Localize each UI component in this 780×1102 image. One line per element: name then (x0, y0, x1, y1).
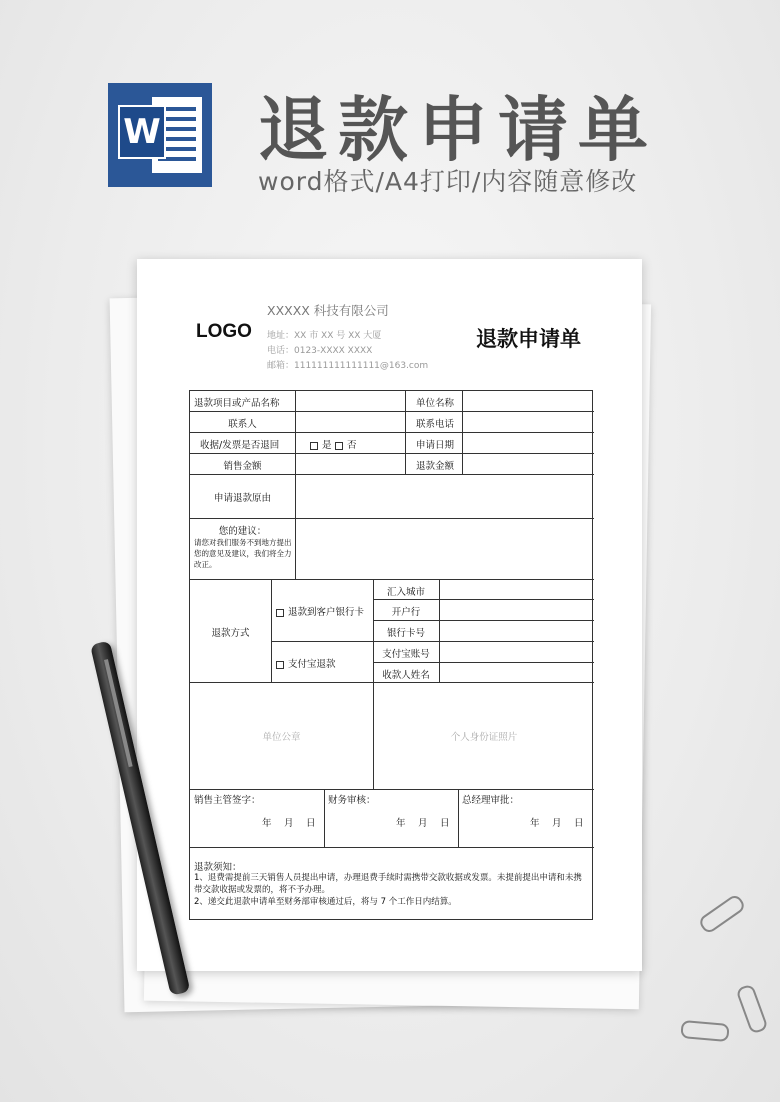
product-name-label: 退款项目或产品名称 (194, 398, 280, 409)
checkbox-icon (310, 442, 318, 450)
note-2: 2、递交此退款申请单至财务部审核通过后，将与 7 个工作日内结算。 (194, 897, 457, 907)
checkbox-icon (276, 661, 284, 669)
card-number-label: 银行卡号 (386, 628, 425, 639)
logo: LOGO (196, 321, 252, 342)
bank-card-option[interactable]: 退款到客户银行卡 (276, 604, 364, 618)
company-name: XXXXX 科技有限公司 (267, 303, 389, 318)
refund-reason-label: 申请退款原由 (213, 493, 271, 504)
receipt-yes-checkbox[interactable]: 是 (310, 437, 332, 451)
refund-form-table (189, 390, 593, 920)
payee-name-label: 收款人姓名 (382, 670, 430, 681)
alipay-account-label: 支付宝账号 (382, 649, 430, 660)
note-1: 1、退费需提前三天销售人员提出申请，办理退费手续时需携带交款收据或发票。未提前提出申请和未携带交款收据或发票的，将不予办理。 (194, 873, 582, 895)
company-seal-area: 单位公章 (262, 732, 301, 743)
contact-phone-field[interactable] (463, 412, 593, 431)
bank-field[interactable] (440, 600, 593, 619)
apply-date-label: 申请日期 (416, 440, 455, 451)
refund-amount-field[interactable] (463, 454, 593, 473)
suggestion-field[interactable] (296, 519, 593, 578)
company-phone: 电话：0123-XXXX XXXX (267, 346, 373, 356)
banner-title: 退款申请单 (258, 89, 658, 171)
product-name-field[interactable] (296, 392, 404, 411)
form-title: 退款申请单 (476, 327, 581, 351)
company-address: 地址：XX 市 XX 号 XX 大厦 (267, 331, 382, 341)
apply-date-field[interactable] (463, 433, 593, 452)
refund-amount-label: 退款金额 (416, 461, 455, 472)
id-photo-area: 个人身份证照片 (450, 732, 518, 743)
finance-review-label: 财务审核： (328, 795, 376, 806)
city-field[interactable] (440, 580, 593, 598)
sales-manager-signature-label: 销售主管签字： (194, 795, 261, 806)
notes-title: 退款须知： (194, 862, 242, 873)
refund-reason-field[interactable] (296, 475, 593, 517)
payee-name-field[interactable] (440, 663, 593, 681)
refund-method-label: 退款方式 (211, 628, 250, 639)
suggestion-label: 您的建议： (218, 526, 267, 537)
card-number-field[interactable] (440, 621, 593, 640)
receipt-no-checkbox[interactable]: 否 (335, 437, 357, 451)
company-email: 邮箱：111111111111111@163.com (267, 361, 429, 371)
city-label: 汇入城市 (386, 587, 425, 598)
checkbox-icon (276, 609, 284, 617)
alipay-option[interactable]: 支付宝退款 (276, 656, 336, 670)
banner-subtitle: word格式/A4打印/内容随意修改 (258, 167, 638, 196)
sales-amount-label: 销售金额 (223, 461, 262, 472)
word-icon (108, 83, 212, 187)
gm-approval-label: 总经理审批： (462, 795, 520, 806)
contact-phone-label: 联系电话 (416, 419, 455, 430)
finance-sign-date: 年 月 日 (396, 818, 450, 829)
unit-name-field[interactable] (463, 392, 593, 411)
bank-label: 开户行 (391, 607, 421, 618)
contact-label: 联系人 (228, 419, 257, 430)
suggestion-note: 请您对我们服务不到地方提出您的意见及建议，我们将全力改正。 (194, 538, 292, 569)
checkbox-icon (335, 442, 343, 450)
alipay-account-field[interactable] (440, 642, 593, 661)
sales-sign-date: 年 月 日 (262, 818, 316, 829)
receipt-returned-label: 收据/发票是否退回 (200, 440, 280, 451)
word-letter: W (118, 105, 166, 159)
contact-field[interactable] (296, 412, 404, 431)
gm-sign-date: 年 月 日 (530, 818, 584, 829)
sales-amount-field[interactable] (296, 454, 404, 473)
unit-name-label: 单位名称 (416, 398, 455, 409)
